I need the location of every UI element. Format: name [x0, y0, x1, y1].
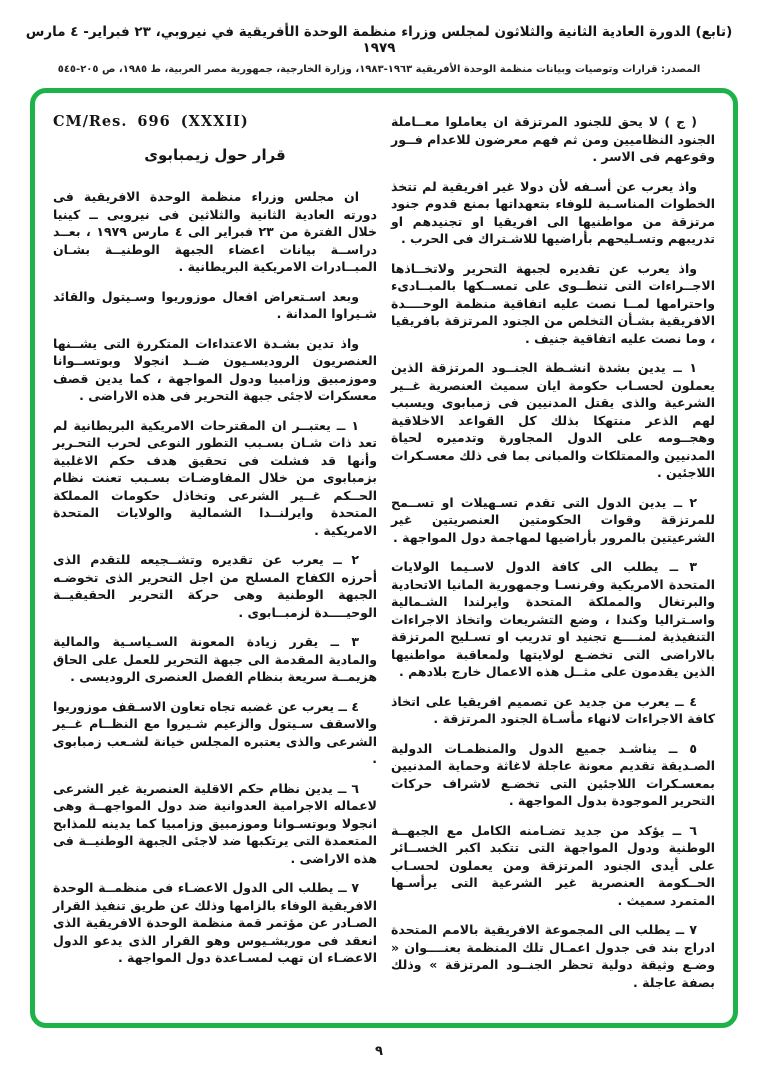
numbered-item: ٣ ــ يقرر زيادة المعونة السـياسـية والمالية والمادية المقدمة الى جبهة التحرير للعمل على الحاق هزيمــة سريعة بنظام الفصل العنصرى الروديسى .	[53, 634, 377, 684]
source-citation: المصدر: قرارات وتوصيات وبيانات منظمة الوحدة الأفريقية ١٩٦٣-١٩٨٣، وزارة الخارجية، جمهورية مصر العربية، ط ١٩٨٥، ص ٢٠٥-٥٤٥	[57, 64, 701, 75]
numbered-item: ٦ ــ يدين نظام حكم الاقلية العنصرية غير الشرعى لاعماله الاجرامية العدوانية ضد دول المواجهــة وهى انجولا وبوتسـوانا وموزمبيق وزامبيا كما يدينه للمذابح المتعمدة التى يرتكبها ضد لاجئى الجبهة الوطنيــة فى هذه الاراضى .	[53, 780, 377, 866]
numbered-item: ٦ ــ يؤكد من جديد تضـامنه الكامل مع الجبهــة الوطنية ودول المواجهة التى تتكبد اكبر الخســائر على أيدى الجنود المرتزقة ومن يعملون لحسـاب الحــكومة العنصرية غير الشرعية التى يرأسـها المتمرد سميث .	[391, 822, 715, 908]
paragraph: ان مجلس وزراء منظمة الوحدة الافريقية فى دورته العادية الثانية والثلاثين فى نيروبى ــ كينيا خلال الفترة من ٢٣ فبراير الى ٤ مارس ١٩٧٩ ، بعــد دراســة بيانات اعضاء الجبهة الوطنيــة بشـان المبــادرات الامريكية البريطانية .	[53, 189, 377, 274]
numbered-item: ٤ ــ يعرب عن غضبه تجاه تعاون الاسـقف موزوريوا والاسقف سـيتول والزعيم شـيروا مع النظــام غــير الشرعى والذى يعتبره المجلس خيانة لشـعب زمبابوى .	[53, 698, 377, 766]
numbered-item: ٣ ــ يطلب الى كافة الدول لاسـيما الولايات المتحدة الامريكية وفرنسـا وجمهورية المانيا الاتحادية والبرتغال والمملكة المتحدة وايرلندا الشـمالية واسـتراليا وكندا ، وضع التشريعات واتخاذ الاجراءات التنفيذية لمنــــع تجنيد او تدريب او تسـليح المرتزقة بالاراضى التى تخضـع لولايتها ولمعاقبة مواطنيها الذين يقدمون على مثــل هذه الاعمال خارج بلادهم .	[391, 559, 715, 679]
resolution-reference: CM/Res. 696 (XXXII)	[53, 113, 249, 130]
numbered-item: ٧ ــ يطلب الى الدول الاعضـاء فى منظمــة الوحدة الافريقية الوفاء بالزامها وذلك عن طريق تنفيذ القرار الصـادر عن مؤتمر قمة منظمة الوحدة الافريقية الذى انعقد فى موريشـيوس وهو القرار الذى يدعو الدول الاعضـاء ان تهب لمسـاعدة دول المواجهة .	[53, 880, 377, 965]
paragraph: وبعد اسـتعراض افعال موزوريوا وسـيتول والقائد شـيراوا المدانة .	[53, 288, 377, 321]
numbered-item: ٢ ــ يعرب عن تقديره وتشــجيعه للتقدم الذى أحرزه الكفاح المسلح من اجل التحرير الذى تخوضـه الجبهة الوطنية وهى حركة التحرير الحقيقيــة الوحيــــدة لزمبــابوى .	[53, 552, 377, 620]
resolution-title: قرار حول زيمبابوى	[144, 145, 286, 164]
numbered-item: ١ ــ يدين بشدة انشـطة الجنــود المرتزقة الذين يعملون لحسـاب حكومة ايان سميث العنصرية غــير الشرعية والذى يقتل المدنيين فى زمبابوى ويسبب لهم الذعر منتهكا بذلك كل القواعد الاخلاقية وهجــومه على الدول المجاورة وتدميره لحياة المدنيين والممتلكات والمبانى بما فى ذلك معسـكرات اللاجئين .	[391, 360, 715, 480]
page-header	[0, 0, 758, 75]
document-border-box	[30, 88, 738, 1028]
left-column	[53, 113, 377, 1013]
paragraph: ( ج ) لا يحق للجنود المرتزقة ان يعاملوا معــاملة الجنود النظاميين ومن ثم فهم معرضون للاعدام فــور وقوعهم فى الاسر .	[391, 114, 715, 164]
paragraph: واذ تدين بشـدة الاعتداءات المتكررة التى يشــنها العنصريون الروديسـيون ضــد انجولا وبوتســوانا وموزمبيق وزامبيا ودول المواجهة ، كما يدين قصف معسكرات لاجئى جبهة التحرير فى هذه الاراضى .	[53, 335, 377, 403]
page-number: ٩	[375, 1044, 383, 1059]
numbered-item: ١ ــ يعتبــر ان المقترحات الامريكية البريطانية لم تعد ذات شـان بسـبب التطور النوعى لحرب التحـرير وأنها قد فشلت فى تحقيق هدف حكم الاغلبية بزمبابوى من خلال المفاوضـات بسـبب تعنت نظام الحــكم غــير الشرعى وتخاذل حكومات المملكة المتحدة وايرلنــدا الشمالية والولايات المتحدة الامريكية .	[53, 417, 377, 538]
numbered-item: ٢ ــ يدين الدول التى تقدم تسـهيلات او تســمح للمرتزقة وقوات الحكومتين العنصريتين غير الشرعيتين بالمرور بأراضيها لمهاجمة دول المواجهة .	[391, 494, 715, 545]
paragraph: واذ يعرب عن تقديره لجبهة التحرير ولاتخــاذها الاجــراءات التى تنطــوى على تمســكها بالمبــادىء واحترامها لمــا نصت عليه اتفاقية منظمة الوحــــدة الافريقية بشـأن التخلص من الجنود المرتزقة بافريقيا ، وما نصت عليه اتفاقية جنيف .	[391, 260, 715, 346]
right-column	[391, 113, 715, 1013]
paragraph: واذ يعرب عن أسـفه لأن دولا غير افريقية لم تتخذ الخطوات المناسـبة للوفاء بتعهداتها بمنع قدوم جنود مرتزقة من مواطنيها الى افريقيا او تجنيدهم او تدريبهم وتسـليحهم بأراضيها للاشـتراك فى الحرب .	[391, 178, 715, 246]
numbered-item: ٤ ــ يعرب من جديد عن تصميم افريقيا على اتخاذ كافة الاجراءات لانهاء مأسـاة الجنود المرتزقة .	[391, 693, 715, 726]
numbered-item: ٥ ــ يناشـد جميع الدول والمنظمـات الدولية الصـديقة تقديم معونة عاجلة لاغاثة وحماية المدنيين بمعسـكرات اللاجئين التى تخضـع لاشراف حركات التحرير الموجودة بدول المواجهة .	[391, 740, 715, 808]
session-header: (تابع) الدورة العادية الثانية والثلاثون لمجلس وزراء منظمة الوحدة الأفريقية في نيروبي، ٢٣ فبراير- ٤ مارس ١٩٧٩	[25, 24, 733, 56]
numbered-item: ٧ ــ يطلب الى المجموعة الافريقية بالامم المتحدة ادراج بند فى جدول اعمـال تلك المنظمة بعنــــوان « وضـع وثيقة دولية تحظر الجنــود المرتزقة » وذلك بصفة عاجلة .	[391, 922, 715, 990]
two-column-layout	[35, 93, 733, 1023]
